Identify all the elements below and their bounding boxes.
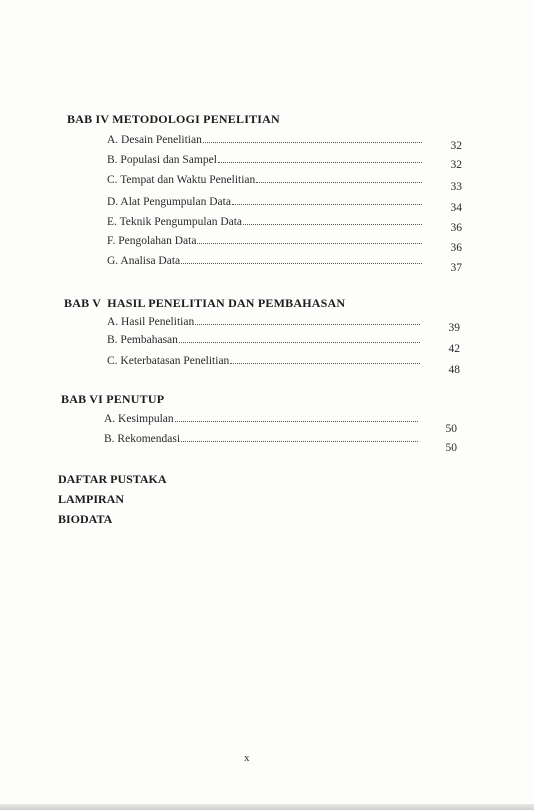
dot-leader: [256, 181, 422, 183]
toc-entry-label: A. Kesimpulan: [104, 413, 174, 425]
toc-entry-label: C. Keterbatasan Penelitian: [107, 355, 230, 367]
toc-entry-page: 34: [450, 202, 462, 214]
toc-entry-page: 36: [450, 222, 462, 234]
chapter-heading-bab-v: BAB V HASIL PENELITIAN DAN PEMBAHASAN: [64, 296, 346, 310]
toc-entry-label: C. Tempat dan Waktu Penelitian: [107, 174, 256, 186]
toc-entry-label: B. Rekomendasi: [104, 433, 181, 445]
toc-entry: [107, 255, 422, 267]
toc-entry-page: 50: [445, 423, 457, 435]
toc-entry-page: 42: [448, 343, 460, 355]
toc-entry-page: 32: [450, 140, 462, 152]
page-bottom-edge: [0, 804, 534, 810]
toc-entry-label: B. Pembahasan: [107, 334, 178, 346]
toc-entry: [107, 196, 422, 208]
toc-entry-label: G. Analisa Data: [107, 255, 181, 267]
toc-entry-page: 48: [448, 364, 460, 376]
toc-entry-page: 33: [450, 181, 462, 193]
toc-entry: [107, 334, 420, 346]
toc-entry-label: A. Desain Penelitian: [107, 134, 202, 146]
toc-entry: [107, 216, 422, 228]
toc-entry: [107, 174, 422, 186]
toc-entry-page: 50: [445, 442, 457, 454]
toc-entry: [107, 235, 422, 247]
toc-entry-label: A. Hasil Penelitian: [107, 316, 195, 328]
toc-entry-label: E. Teknik Pengumpulan Data: [107, 216, 243, 228]
dot-leader: [230, 362, 420, 364]
toc-entry-label: D. Alat Pengumpulan Data: [107, 196, 231, 208]
chapter-heading-bab-vi: BAB VI PENUTUP: [61, 392, 165, 406]
toc-entry-label: F. Pengolahan Data: [107, 235, 197, 247]
dot-leader: [179, 341, 420, 343]
toc-entry: [107, 134, 422, 146]
dot-leader: [181, 440, 418, 442]
dot-leader: [175, 420, 418, 422]
dot-leader: [195, 323, 420, 325]
toc-entry: [104, 413, 418, 425]
back-matter-lampiran: LAMPIRAN: [58, 492, 124, 506]
toc-entry-page: 39: [448, 322, 460, 334]
toc-entry-page: 37: [450, 262, 462, 274]
toc-entry: [104, 433, 418, 445]
dot-leader: [181, 262, 422, 264]
back-matter-biodata: BIODATA: [58, 512, 113, 526]
back-matter-daftar-pustaka: DAFTAR PUSTAKA: [58, 472, 167, 486]
toc-entry-page: 32: [450, 159, 462, 171]
toc-entry: [107, 154, 422, 166]
toc-entry-label: B. Populasi dan Sampel: [107, 154, 217, 166]
dot-leader: [243, 223, 422, 225]
dot-leader: [218, 161, 422, 163]
dot-leader: [203, 141, 422, 143]
dot-leader: [232, 203, 422, 205]
toc-entry: [107, 316, 420, 328]
chapter-heading-bab-iv: BAB IV METODOLOGI PENELITIAN: [67, 112, 280, 126]
toc-entry-page: 36: [450, 242, 462, 254]
toc-entry: [107, 355, 420, 367]
dot-leader: [197, 242, 422, 244]
page-number-folio: x: [244, 752, 250, 764]
